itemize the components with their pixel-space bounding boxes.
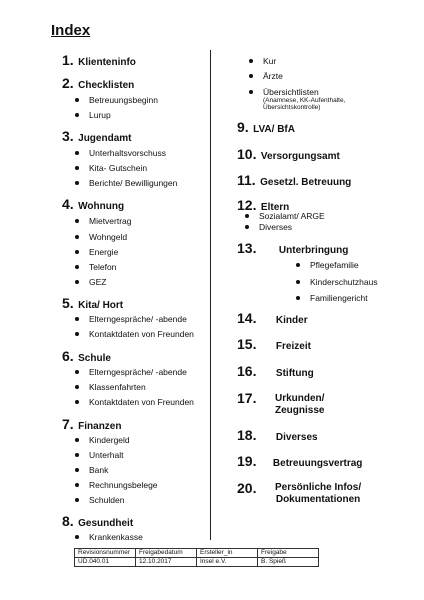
list-item: Kontaktdaten von Freunden: [89, 329, 194, 339]
section-number: 20.: [237, 480, 257, 496]
table-header-cell: Freigabedatum: [136, 549, 197, 558]
section-label: Wohnung: [78, 201, 125, 212]
section-18: [237, 427, 318, 445]
section-label: Betreuungsvertrag: [272, 458, 363, 469]
page-title: Index: [51, 22, 91, 39]
list-item: Kontaktdaten von Freunden: [89, 397, 194, 407]
list-item: Pflegefamilie: [310, 260, 359, 270]
section-number: 9.: [237, 119, 249, 135]
section-label-line: Urkunden/: [275, 393, 325, 404]
section-20: [237, 480, 256, 498]
list-item: Kinderschutzhaus: [310, 277, 378, 287]
list-item: Krankenkasse: [89, 532, 143, 542]
section-number: 4.: [62, 196, 74, 212]
list-item: Berichte/ Bewilligungen: [89, 178, 178, 188]
list-item: Energie: [89, 247, 119, 257]
section-7: [62, 416, 121, 434]
section-label-line: Persönliche Infos/: [275, 482, 362, 493]
section-17: [237, 390, 256, 408]
list-item: Bank: [89, 465, 109, 475]
section-number: 18.: [237, 427, 257, 443]
section-number: 19.: [237, 453, 257, 469]
section-number: 12.: [237, 197, 257, 213]
section-label: Unterbringung: [278, 245, 349, 256]
section-number: 7.: [62, 416, 74, 432]
list-item: Sozialamt/ ARGE: [259, 211, 325, 221]
section-number: 8.: [62, 513, 74, 529]
section-label: Kinder: [275, 315, 308, 326]
list-item: Mietvertrag: [89, 216, 132, 226]
section-label-line: Dokumentationen: [275, 494, 361, 505]
list-item: Schulden: [89, 495, 125, 505]
section-number: 11.: [237, 172, 256, 188]
list-item: Telefon: [89, 262, 117, 272]
list-item: Unterhalt: [89, 450, 124, 460]
list-item: Kur: [263, 56, 277, 66]
table-header-cell: Revisionsnummer: [75, 549, 136, 558]
section-label: Kita/ Hort: [78, 300, 124, 311]
section-label: [275, 482, 361, 506]
section-number: 14.: [237, 310, 257, 326]
section-6: [62, 348, 111, 366]
section-10: [237, 146, 340, 164]
section-label: Checklisten: [78, 80, 135, 91]
list-item: Wohngeld: [89, 232, 128, 242]
section-label: Gesetzl. Betreuung: [260, 177, 352, 188]
list-item: Familiengericht: [310, 293, 368, 303]
section-label: LVA/ BfA: [253, 124, 295, 135]
section-label: Stiftung: [275, 368, 314, 379]
list-item: Klassenfahrten: [89, 382, 146, 392]
section-11: [237, 172, 351, 190]
list-item: Lurup: [89, 110, 111, 120]
section-number: 10.: [237, 146, 257, 162]
table-cell: Insel e.V.: [197, 558, 258, 567]
list-item: Ärzte: [263, 71, 283, 81]
revision-table: [74, 548, 319, 567]
section-label: Schule: [78, 353, 111, 364]
table-header-cell: Ersteller_in: [197, 549, 258, 558]
section-9: [237, 119, 295, 137]
list-item: Übersichtlisten: [263, 87, 319, 97]
section-3: [62, 128, 131, 146]
section-13: [237, 240, 348, 258]
section-14: [237, 310, 308, 328]
section-number: 16.: [237, 363, 257, 379]
section-label: Freizeit: [275, 341, 311, 352]
table-cell: B. Spieß: [258, 558, 319, 567]
section-label-line: Zeugnisse: [275, 405, 325, 416]
list-item: Rechnungsbelege: [89, 480, 158, 490]
section-number: 2.: [62, 75, 74, 91]
section-number: 5.: [62, 295, 74, 311]
table-row: [75, 558, 319, 567]
section-label: Diverses: [275, 432, 318, 443]
table-row: [75, 549, 319, 558]
section-number: 3.: [62, 128, 74, 144]
section-label: Finanzen: [78, 421, 122, 432]
section-2: [62, 75, 134, 93]
list-item-note: (Anamnese, KK-Aufenthalte,: [263, 97, 346, 104]
section-label: [275, 393, 324, 417]
list-item: Kita- Gutschein: [89, 163, 148, 173]
section-4: [62, 196, 124, 214]
section-1: [62, 52, 136, 70]
section-label: Klienteninfo: [78, 57, 136, 68]
section-label: Eltern: [260, 202, 290, 213]
section-label: Gesundheit: [78, 518, 134, 529]
table-cell: 12.10.2017: [136, 558, 197, 567]
list-item: Kindergeld: [89, 435, 130, 445]
section-number: 1.: [62, 52, 74, 68]
column-divider: [210, 50, 211, 540]
list-item-note: Übersichtskontrolle): [263, 104, 321, 111]
section-label: Versorgungsamt: [260, 151, 340, 162]
list-item: GEZ: [89, 277, 107, 287]
list-item: Elterngespräche/ -abende: [89, 314, 187, 324]
section-5: [62, 295, 123, 313]
section-number: 6.: [62, 348, 74, 364]
list-item: Diverses: [259, 222, 293, 232]
list-item: Unterhaltsvorschuss: [89, 148, 167, 158]
section-number: 15.: [237, 336, 257, 352]
table-header-cell: Freigabe: [258, 549, 319, 558]
section-label: Jugendamt: [78, 133, 132, 144]
section-number: 17.: [237, 390, 257, 406]
section-19: [237, 453, 362, 471]
table-cell: UD.040.01: [75, 558, 136, 567]
list-item: Betreuungsbeginn: [89, 95, 159, 105]
section-8: [62, 513, 133, 531]
section-15: [237, 336, 311, 354]
section-16: [237, 363, 314, 381]
list-item: Elterngespräche/ -abende: [89, 367, 187, 377]
section-number: 13.: [237, 240, 257, 256]
